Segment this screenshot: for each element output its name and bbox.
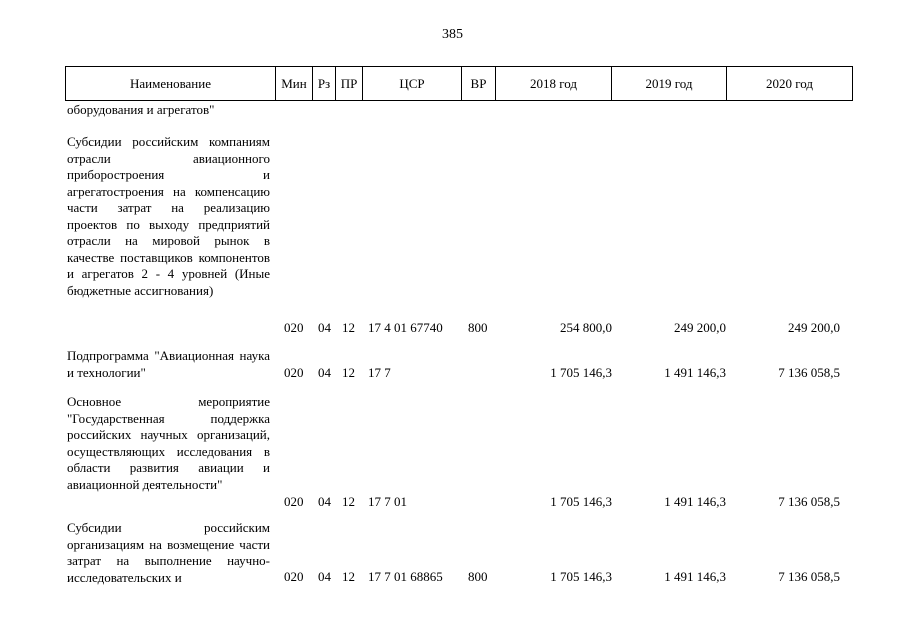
table-cell-2019: 1 491 146,3: [664, 569, 726, 584]
header-min: Мин: [276, 67, 313, 100]
table-cell-rz: 04: [318, 569, 331, 584]
table-row-name: Подпрограмма "Авиационная наука и технологии": [67, 348, 270, 380]
header-rz: Рз: [313, 67, 336, 100]
header-2019: 2019 год: [612, 67, 727, 100]
table-row-name: Субсидии российским организациям на возмещение части затрат на выполнение научно-исследовательских и: [67, 520, 270, 585]
table-cell-min: 020: [284, 569, 304, 584]
table-cell-pr: 12: [342, 494, 355, 509]
header-pr: ПР: [336, 67, 363, 100]
table-cell-2020: 249 200,0: [788, 320, 840, 335]
table-cell-2018: 1 705 146,3: [550, 494, 612, 509]
table-cell-min: 020: [284, 320, 304, 335]
table-cell-2020: 7 136 058,5: [778, 569, 840, 584]
table-row-name: оборудования и агрегатов": [67, 102, 215, 117]
table-cell-rz: 04: [318, 365, 331, 380]
table-cell-csr: 17 7 01: [368, 494, 407, 509]
table-cell-rz: 04: [318, 320, 331, 335]
table-header: [65, 66, 853, 101]
table-cell-2019: 1 491 146,3: [664, 494, 726, 509]
header-2018: 2018 год: [496, 67, 612, 100]
header-csr: ЦСР: [363, 67, 462, 100]
table-cell-vr: 800: [468, 320, 488, 335]
table-cell-2019: 1 491 146,3: [664, 365, 726, 380]
header-name: Наименование: [66, 67, 276, 100]
table-cell-vr: 800: [468, 569, 488, 584]
table-cell-2018: 1 705 146,3: [550, 569, 612, 584]
table-cell-pr: 12: [342, 365, 355, 380]
table-cell-min: 020: [284, 494, 304, 509]
table-cell-2020: 7 136 058,5: [778, 365, 840, 380]
table-cell-csr: 17 4 01 67740: [368, 320, 443, 335]
table-cell-2018: 254 800,0: [560, 320, 612, 335]
table-cell-pr: 12: [342, 569, 355, 584]
table-cell-pr: 12: [342, 320, 355, 335]
table-cell-2019: 249 200,0: [674, 320, 726, 335]
table-cell-rz: 04: [318, 494, 331, 509]
header-vr: ВР: [462, 67, 496, 100]
page-number: 385: [442, 27, 463, 42]
table-row-name: Основное мероприятие "Государственная поддержка российских научных организаций, осуществляющих исследования в области развития авиации и авиационной деятельности": [67, 394, 270, 492]
header-2020: 2020 год: [766, 75, 813, 91]
table-cell-2020: 7 136 058,5: [778, 494, 840, 509]
table-cell-csr: 17 7: [368, 365, 391, 380]
table-cell-2018: 1 705 146,3: [550, 365, 612, 380]
table-cell-min: 020: [284, 365, 304, 380]
table-row-name: Субсидии российским компаниям отрасли авиационного приборостроения и агрегатостроения на компенсацию части затрат на реализацию проектов по выходу предприятий отрасли на мировой рынок в качестве поставщиков компонентов и агрегатов 2 - 4 уровней (Иные бюджетные ассигнования): [67, 134, 270, 298]
table-cell-csr: 17 7 01 68865: [368, 569, 443, 584]
